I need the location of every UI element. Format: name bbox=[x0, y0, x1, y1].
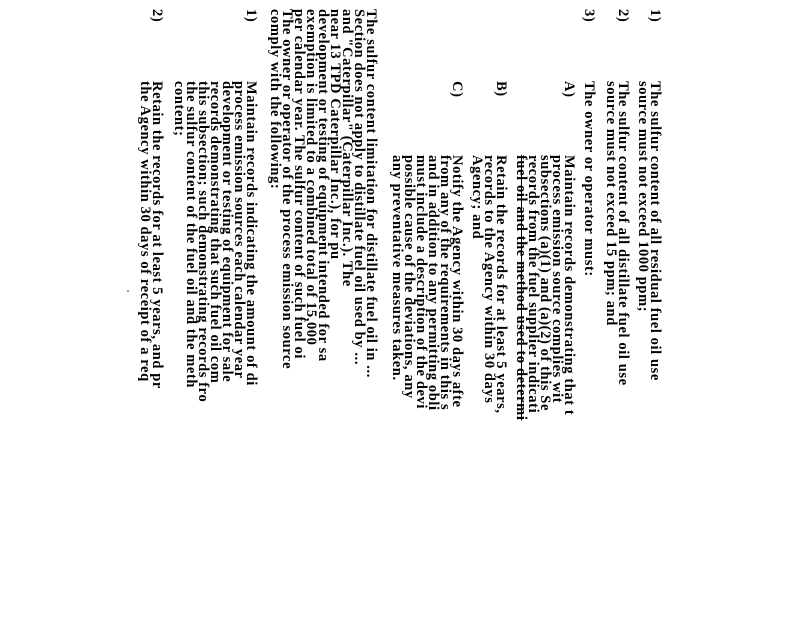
text-line: per calendar year. The sulfur content of such fuel oi bbox=[291, 9, 307, 360]
item-number: 2) bbox=[149, 9, 165, 23]
item-number: 3) bbox=[581, 9, 597, 23]
text-line: comply with the following: bbox=[267, 9, 283, 190]
text-line: Section does not apply to distillate fuel oil used by ... bbox=[351, 9, 367, 366]
text-line: Retain the records for at least 5 years, bbox=[493, 155, 509, 414]
text-line: any preventative measures taken. bbox=[389, 155, 405, 381]
text-line: development or testing of equipment for sale bbox=[219, 81, 235, 383]
text-line: from any of the requirements in this s bbox=[437, 155, 453, 411]
subitem-label: A) bbox=[561, 81, 577, 98]
text-line: records from the fuel supplier indicati bbox=[525, 155, 541, 414]
text-line: The sulfur content limitation for distillate fuel oil in ... bbox=[363, 9, 379, 378]
text-line: Retain the records for at least 5 years, and pr bbox=[149, 81, 165, 389]
text-line: Maintain records indicating the amount of di bbox=[243, 81, 259, 386]
text-line: Agency; and bbox=[469, 155, 485, 240]
text-line: The sulfur content of all distillate fuel oil use bbox=[615, 81, 631, 386]
text-line: fuel oil and the method used to determi bbox=[513, 155, 529, 421]
text-line: and in addition to any permitting obli bbox=[425, 155, 441, 411]
text-line: records demonstrating that such fuel oil com bbox=[207, 81, 223, 384]
text-line: subsections (a)(1) and (a)(2) of this Se bbox=[537, 155, 553, 411]
item-number: 1) bbox=[243, 9, 259, 23]
text-line: development or testing of equipment intended for sa bbox=[315, 9, 331, 362]
item-number: 1) bbox=[647, 9, 663, 23]
document-body bbox=[137, 9, 663, 609]
scan-speck bbox=[127, 290, 129, 292]
text-line: process emission source complies wit bbox=[549, 155, 565, 404]
text-line: process emission sources each calendar year bbox=[231, 81, 247, 379]
text-line: Maintain records demonstrating that t bbox=[561, 155, 577, 416]
subitem-label: C) bbox=[449, 81, 465, 98]
text-line: Notify the Agency within 30 days afte bbox=[449, 155, 465, 408]
text-line: The owner or operator must: bbox=[581, 81, 597, 277]
item-number: 2) bbox=[615, 9, 631, 23]
text-line: records to the Agency within 30 days bbox=[481, 155, 497, 404]
text-line: near 13 TPD Caterpillar Inc.), for pu bbox=[327, 9, 343, 260]
text-line: this subsection; such demonstrating records fro bbox=[195, 81, 211, 403]
text-line: The owner or operator of the process emission source bbox=[279, 9, 295, 370]
text-line: The sulfur content of all residual fuel oil use bbox=[647, 81, 663, 381]
text-line: and "Caterpillar" (Caterpillar Inc.). The bbox=[339, 9, 355, 287]
text-line: must include a description of the devi bbox=[413, 155, 429, 409]
text-line: source must not exceed 15 ppm; and bbox=[603, 81, 619, 326]
text-line: the sulfur content of the fuel oil and the meth bbox=[183, 81, 199, 389]
text-line: source must not exceed 1000 ppm; bbox=[635, 81, 651, 313]
text-line: exemption is limited to a combined total of 15,000 bbox=[303, 9, 319, 346]
rotated-text-page bbox=[137, 9, 663, 609]
subitem-label: B) bbox=[493, 81, 509, 97]
text-line: possible cause of the deviations, any bbox=[401, 155, 417, 399]
text-line: content; bbox=[171, 81, 187, 137]
text-line: the Agency within 30 days of receipt of a req bbox=[137, 81, 153, 382]
